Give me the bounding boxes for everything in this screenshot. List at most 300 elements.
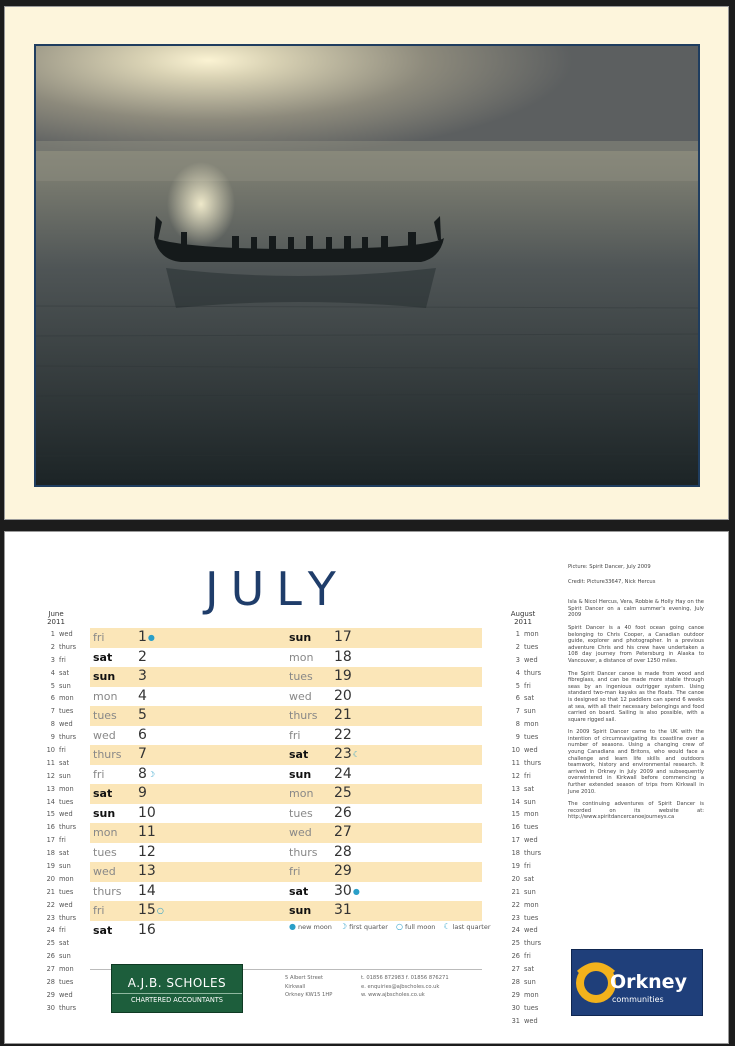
mini-day-name: mon: [524, 630, 539, 638]
mini-day-name: sat: [59, 939, 70, 948]
mini-day-row: [38, 989, 76, 1002]
day-date: [138, 765, 155, 785]
day-number: 31: [334, 902, 352, 918]
mini-day-number: 13: [511, 784, 520, 793]
mini-day-number: 26: [46, 952, 55, 961]
mini-day-row: [38, 963, 76, 976]
mini-day-number: 2: [50, 642, 55, 651]
mini-day-number: 23: [511, 913, 520, 922]
mini-august-year: 2011: [514, 618, 532, 626]
mini-day-row: [503, 989, 543, 1002]
day-date: [138, 901, 164, 921]
mini-day-name: thurs: [59, 1003, 77, 1012]
picture-credit: Credit: Picture33647, Nick Hercus: [568, 578, 656, 585]
day-date: [334, 784, 352, 804]
legend-label: new moon: [297, 923, 332, 931]
legend-label: full moon: [404, 923, 436, 931]
day-row: [90, 862, 286, 882]
mini-day-row: [503, 731, 543, 744]
day-number: 20: [334, 687, 352, 704]
mini-day-number: 12: [511, 771, 520, 780]
day-date: [138, 628, 155, 648]
mini-day-name: sat: [59, 668, 70, 677]
day-row: [286, 765, 482, 785]
mini-day-number: 16: [46, 823, 55, 832]
day-number: 17: [334, 629, 352, 645]
contact-web: w. www.ajbscholes.co.uk: [361, 992, 425, 998]
day-row: [286, 804, 482, 824]
address-line: Orkney KW15 1HP: [285, 992, 333, 998]
day-date: [334, 901, 352, 921]
address-line: Kirkwall: [285, 983, 306, 990]
moon-phase-icon: ●: [352, 886, 360, 896]
mini-day-name: sun: [59, 862, 71, 871]
day-date: [334, 667, 352, 687]
mini-day-name: thurs: [524, 939, 542, 948]
mini-day-name: sat: [59, 758, 70, 767]
day-name: thurs: [93, 748, 122, 761]
mini-day-row: [38, 808, 76, 821]
mini-day-name: fri: [59, 926, 66, 935]
mini-day-row: [503, 808, 543, 821]
mini-day-name: sun: [59, 771, 71, 780]
day-row: [286, 628, 482, 648]
mini-day-number: 15: [46, 810, 55, 819]
day-row: [90, 765, 286, 785]
day-date: [334, 823, 352, 843]
photo-caption: [568, 564, 704, 827]
day-date: [138, 804, 156, 824]
caption-paragraph: In 2009 Spirit Dancer came to the UK with the intention of circumnavigating its coastline over a number of seasons. Using a changing crew of young Canadians and Britons, who would face a challenge and learn life skills and outdoors teamwork, history and environmental research. It arrived in Orkney in July 2009 and subsequently overwintered in Kirkwall before commencing a further extended season of trips from Kirkwall in June 2010.: [568, 729, 704, 795]
moon-phase-icon: ○: [156, 906, 164, 915]
mini-day-row: [503, 757, 543, 770]
canoe-photo-image: [36, 46, 698, 485]
day-date: [138, 921, 156, 941]
mini-day-row: [38, 950, 76, 963]
day-row: [90, 726, 286, 746]
mini-day-row: [503, 963, 543, 976]
mini-day-row: [38, 834, 76, 847]
mini-day-row: [38, 976, 76, 989]
orkney-logo-graphic: [572, 950, 702, 1015]
mini-calendar-august: [503, 610, 543, 1028]
day-number: 14: [138, 882, 156, 899]
caption-paragraph: The Spirit Dancer canoe is made from wood and fibreglass, and can be made more stable through seas by an ingenious outrigger system. Using standard two-man kayaks as the floats. The canoe is designed so that 12 paddlers can spend 6 weeks at sea, with all their necessary belongings and food carried on board. Sailing is also possible, with a square rigged sail.: [568, 670, 704, 723]
day-name: sun: [93, 806, 116, 820]
mini-day-number: 23: [46, 913, 55, 922]
day-name: sat: [289, 748, 309, 761]
mini-day-row: [503, 924, 543, 937]
mini-day-name: tues: [59, 887, 74, 896]
mini-day-name: mon: [59, 784, 74, 793]
day-date: [334, 804, 352, 824]
mini-day-name: thurs: [59, 823, 77, 832]
day-name: sun: [289, 904, 312, 917]
day-row: [90, 823, 286, 843]
day-date: [138, 687, 147, 707]
mini-day-row: [38, 924, 76, 937]
mini-day-row: [503, 1002, 543, 1015]
mini-day-row: [503, 705, 543, 718]
mini-day-number: 30: [46, 1003, 55, 1012]
mini-day-number: 19: [46, 862, 55, 871]
day-name: tues: [289, 670, 313, 683]
mini-day-number: 17: [46, 836, 55, 845]
day-name: sun: [93, 670, 116, 683]
mini-day-row: [38, 886, 76, 899]
day-row: [286, 706, 482, 726]
mini-day-name: thurs: [59, 642, 77, 651]
mini-day-number: 24: [46, 926, 55, 935]
mini-day-number: 11: [511, 758, 520, 767]
legend-item: [396, 923, 435, 931]
day-number: 16: [138, 921, 156, 938]
caption-paragraph: Isla & Nicol Hercus, Vera, Robbie & Holly Hay on the Spirit Dancer on a calm summer's evening, July 2009: [568, 599, 704, 619]
picture-title: Picture: Spirit Dancer, July 2009: [568, 564, 651, 570]
day-name: wed: [93, 865, 116, 878]
day-name: sat: [93, 923, 113, 937]
moon-legend-icon: ○: [395, 922, 403, 931]
mini-day-row: [38, 667, 76, 680]
mini-day-name: fri: [524, 862, 531, 871]
mini-day-number: 27: [46, 965, 55, 974]
mini-day-row: [38, 744, 76, 757]
mini-day-row: [503, 628, 543, 641]
mini-day-number: 24: [511, 926, 520, 935]
mini-day-number: 27: [511, 965, 520, 974]
mini-day-name: tues: [59, 978, 74, 987]
mini-day-number: 21: [511, 887, 520, 896]
moon-legend: [289, 922, 499, 931]
mini-day-name: tues: [59, 797, 74, 806]
mini-day-number: 1: [50, 630, 55, 638]
moon-legend-icon: ●: [289, 922, 296, 931]
day-date: [334, 843, 352, 863]
day-number: 9: [138, 785, 147, 801]
day-name: mon: [289, 650, 314, 664]
july-column-right: [286, 628, 482, 921]
day-number: 11: [138, 824, 156, 840]
mini-day-row: [503, 899, 543, 912]
day-row: [286, 648, 482, 668]
day-number: 4: [138, 687, 147, 704]
day-name: sun: [289, 631, 312, 644]
mini-day-name: mon: [524, 900, 539, 909]
mini-day-number: 10: [511, 746, 520, 755]
mini-day-row: [38, 718, 76, 731]
mini-day-number: 11: [46, 758, 55, 767]
day-number: 29: [334, 863, 352, 879]
mini-day-name: tues: [524, 913, 539, 922]
mini-calendar-june: [38, 610, 76, 1015]
caption-paragraph: Spirit Dancer is a 40 foot ocean going canoe belonging to Chris Cooper, a Canadian outdoor guide, explorer and photographer. In a previous adventure Chris and his crew have undertaken a 108 day journey from Petersburg in Alaska to Vancouver, a distance of over 1250 miles.: [568, 624, 704, 664]
day-number: 7: [138, 746, 147, 762]
day-date: [334, 687, 352, 707]
mini-day-row: [503, 1015, 543, 1028]
day-row: [90, 706, 286, 726]
mini-day-row: [38, 860, 76, 873]
mini-day-number: 12: [46, 771, 55, 780]
day-name: wed: [289, 826, 312, 839]
mini-day-number: 3: [50, 655, 55, 664]
moon-phase-icon: ☽: [147, 769, 156, 779]
moon-phase-icon: ☾: [352, 750, 360, 759]
mini-day-number: 16: [511, 823, 520, 832]
mini-day-row: [38, 757, 76, 770]
caption-paragraph: The continuing adventures of Spirit Dancer is recorded on its website at: http://www.spiritdancercanoejourneys.ca: [568, 801, 704, 821]
day-number: 21: [334, 707, 352, 723]
mini-day-number: 30: [511, 1003, 520, 1012]
mini-day-name: sun: [59, 681, 71, 690]
mini-day-name: thurs: [59, 733, 77, 742]
day-row: [286, 726, 482, 746]
mini-day-row: [503, 950, 543, 963]
day-name: wed: [93, 728, 116, 742]
day-date: [334, 765, 352, 785]
mini-day-number: 28: [46, 978, 55, 987]
day-number: 26: [334, 804, 352, 821]
mini-day-row: [38, 912, 76, 925]
mini-day-number: 2: [515, 642, 520, 651]
mini-day-name: sat: [524, 694, 535, 703]
mini-day-number: 15: [511, 810, 520, 819]
mini-day-row: [503, 912, 543, 925]
mini-day-number: 29: [46, 990, 55, 999]
legend-item: [340, 923, 388, 931]
day-row: [90, 921, 286, 941]
day-date: [334, 648, 352, 668]
mini-day-number: 19: [511, 862, 520, 871]
mini-day-name: fri: [524, 952, 531, 961]
mini-day-row: [38, 770, 76, 783]
day-name: mon: [93, 689, 118, 703]
mini-august-month: August: [510, 610, 536, 618]
moon-legend-icon: ☾: [443, 922, 451, 931]
day-name: sat: [93, 650, 113, 664]
day-row: [90, 687, 286, 707]
day-date: [138, 745, 147, 765]
photo-page: [4, 6, 729, 520]
mini-day-name: wed: [59, 900, 73, 909]
mini-day-name: thurs: [524, 668, 542, 677]
mini-day-number: 29: [511, 990, 520, 999]
mini-day-row: [503, 692, 543, 705]
day-number: 8: [138, 765, 147, 782]
mini-day-number: 6: [50, 694, 55, 703]
day-row: [286, 882, 482, 902]
day-row: [286, 843, 482, 863]
day-row: [90, 667, 286, 687]
mini-day-number: 22: [511, 900, 520, 909]
mini-day-row: [38, 899, 76, 912]
mini-day-row: [503, 783, 543, 796]
mini-day-row: [38, 692, 76, 705]
day-row: [90, 901, 286, 921]
day-name: sun: [289, 767, 312, 781]
day-row: [90, 648, 286, 668]
day-date: [138, 706, 147, 726]
day-date: [138, 667, 147, 687]
mini-day-number: 8: [50, 720, 55, 729]
day-date: [334, 882, 360, 902]
mini-day-number: 7: [50, 707, 55, 716]
day-name: tues: [289, 806, 313, 820]
day-name: sat: [93, 787, 113, 800]
mini-day-name: wed: [524, 746, 538, 755]
mini-day-row: [38, 628, 76, 641]
mini-day-number: 9: [50, 733, 55, 742]
mini-day-name: fri: [524, 681, 531, 690]
day-number: 6: [138, 726, 147, 743]
contact-phone: t. 01856 872983 f. 01856 876271: [361, 975, 449, 981]
mini-day-name: tues: [524, 733, 539, 742]
day-name: tues: [93, 845, 117, 859]
mini-day-number: 25: [511, 939, 520, 948]
day-number: 13: [138, 863, 156, 879]
day-row: [286, 862, 482, 882]
day-number: 22: [334, 726, 352, 743]
mini-day-name: thurs: [524, 758, 542, 767]
canoe-photo: [34, 44, 700, 487]
mini-day-number: 7: [515, 707, 520, 716]
mini-day-name: thurs: [524, 849, 542, 858]
july-column-left: [90, 628, 286, 940]
day-name: thurs: [93, 884, 122, 898]
mini-day-row: [503, 873, 543, 886]
company-contact: [361, 974, 449, 1000]
day-name: tues: [93, 709, 117, 722]
mini-day-row: [503, 744, 543, 757]
mini-day-name: wed: [524, 1016, 538, 1025]
mini-day-row: [38, 654, 76, 667]
mini-day-number: 13: [46, 784, 55, 793]
day-name: mon: [289, 787, 314, 800]
mini-day-number: 4: [50, 668, 55, 677]
mini-day-number: 26: [511, 952, 520, 961]
mini-day-row: [38, 1002, 76, 1015]
mini-day-name: mon: [59, 965, 74, 974]
mini-day-number: 18: [46, 849, 55, 858]
mini-june-month: June: [48, 610, 64, 618]
moon-legend-icon: ☽: [339, 922, 348, 931]
mini-day-number: 17: [511, 836, 520, 845]
day-number: 23: [334, 746, 352, 762]
mini-day-number: 22: [46, 900, 55, 909]
mini-day-name: tues: [524, 642, 539, 651]
day-row: [286, 667, 482, 687]
mini-day-row: [503, 886, 543, 899]
mini-day-number: 5: [50, 681, 55, 690]
orkney-logo-subtext: communities: [612, 995, 664, 1004]
mini-day-number: 21: [46, 887, 55, 896]
mini-day-name: wed: [59, 990, 73, 999]
day-number: 18: [334, 648, 352, 665]
day-date: [334, 726, 352, 746]
mini-day-name: sat: [524, 874, 535, 883]
day-number: 28: [334, 843, 352, 860]
day-name: wed: [289, 689, 312, 703]
mini-day-name: sun: [524, 707, 536, 716]
mini-day-number: 5: [515, 681, 520, 690]
mini-day-row: [38, 705, 76, 718]
mini-day-name: mon: [524, 720, 539, 729]
mini-day-name: sun: [524, 978, 536, 987]
day-name: fri: [289, 728, 301, 742]
mini-day-row: [38, 731, 76, 744]
mini-day-row: [503, 667, 543, 680]
mini-day-name: fri: [59, 655, 66, 664]
mini-day-number: 10: [46, 746, 55, 755]
day-name: fri: [93, 767, 105, 781]
mini-day-row: [503, 976, 543, 989]
mini-day-name: sat: [524, 784, 535, 793]
day-date: [334, 745, 360, 765]
day-row: [286, 823, 482, 843]
mini-day-name: wed: [524, 655, 538, 664]
day-number: 5: [138, 707, 147, 723]
calendar-page: [4, 531, 729, 1044]
day-date: [138, 823, 156, 843]
mini-day-name: mon: [524, 810, 539, 819]
mini-day-row: [503, 847, 543, 860]
mini-day-name: wed: [59, 810, 73, 819]
mini-day-row: [503, 796, 543, 809]
mini-day-row: [38, 641, 76, 654]
day-date: [138, 648, 147, 668]
mini-june-year: 2011: [47, 618, 65, 626]
day-date: [334, 628, 352, 648]
mini-day-name: sun: [524, 797, 536, 806]
company-name: A.J.B. SCHOLES: [127, 976, 227, 990]
mini-day-number: 25: [46, 939, 55, 948]
mini-day-name: wed: [59, 630, 73, 638]
mini-day-row: [503, 937, 543, 950]
mini-day-row: [503, 654, 543, 667]
mini-day-name: mon: [59, 874, 74, 883]
day-number: 19: [334, 668, 352, 684]
contact-email: e. enquiries@ajbscholes.co.uk: [361, 983, 440, 990]
day-number: 15: [138, 902, 156, 918]
mini-day-name: sun: [59, 952, 71, 961]
day-row: [90, 628, 286, 648]
day-number: 24: [334, 765, 352, 782]
mini-day-row: [503, 860, 543, 873]
mini-day-name: fri: [59, 836, 66, 845]
orkney-communities-logo: [571, 949, 703, 1016]
mini-day-row: [503, 718, 543, 731]
mini-day-row: [503, 834, 543, 847]
day-date: [138, 726, 147, 746]
day-name: thurs: [289, 845, 318, 859]
day-row: [90, 804, 286, 824]
day-number: 3: [138, 668, 147, 684]
mini-day-row: [38, 847, 76, 860]
day-date: [138, 862, 156, 882]
day-row: [90, 843, 286, 863]
mini-day-number: 28: [511, 978, 520, 987]
mini-day-number: 14: [46, 797, 55, 806]
day-number: 1: [138, 629, 147, 645]
month-title: JULY: [205, 562, 348, 616]
mini-day-name: sun: [524, 887, 536, 896]
mini-day-name: wed: [524, 926, 538, 935]
mini-day-number: 1: [515, 630, 520, 638]
mini-day-name: tues: [59, 707, 74, 716]
mini-day-row: [38, 821, 76, 834]
day-row: [286, 745, 482, 765]
mini-day-number: 18: [511, 849, 520, 858]
mini-day-number: 14: [511, 797, 520, 806]
